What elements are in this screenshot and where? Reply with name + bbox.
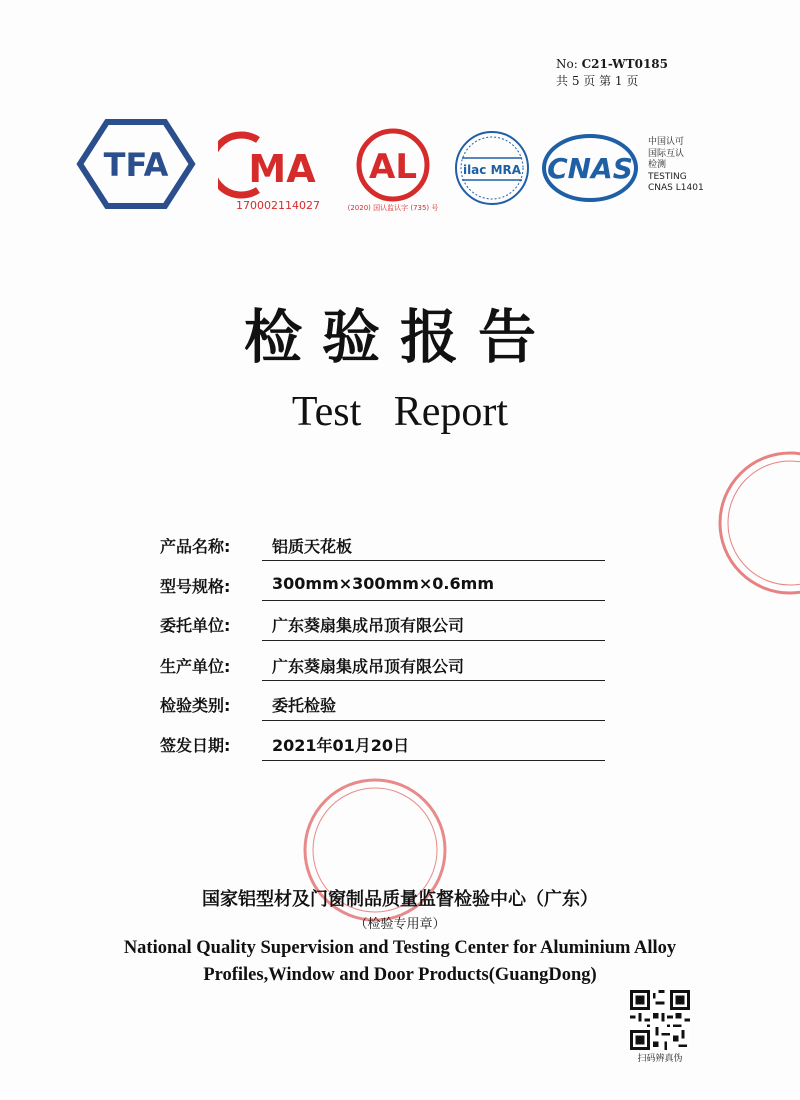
cal-logo	[346, 128, 440, 214]
field-underline	[262, 680, 605, 681]
field-underline	[262, 640, 605, 641]
cma-logo-text: MA	[248, 147, 316, 191]
stamp-note: （检验专用章）	[354, 917, 446, 932]
page-count: 共 5 页 第 1 页	[556, 74, 639, 88]
cnas-side-line: TESTING	[648, 171, 687, 182]
cnas-side-line: 中国认可	[648, 137, 685, 147]
report-number-label: No:	[556, 57, 578, 71]
field-underline	[262, 720, 605, 721]
field-value-manufacturer: 广东葵扇集成吊顶有限公司	[272, 657, 465, 676]
organization-name-english-line1: National Quality Supervision and Testing Center for Aluminium Alloy	[123, 938, 677, 958]
cal-logo-text: AL	[369, 147, 417, 187]
title-chinese: 检验报告	[243, 303, 556, 371]
cnas-side-line: 检测	[648, 160, 667, 170]
tfa-logo	[74, 118, 198, 210]
cma-number: 170002114027	[236, 199, 320, 212]
cma-logo	[218, 128, 338, 214]
field-label-issue-date: 签发日期:	[160, 736, 231, 755]
title-english: Test Report	[291, 389, 509, 435]
cnas-logo-text: CNAS	[547, 152, 633, 185]
field-label-test-type: 检验类别:	[160, 696, 231, 715]
field-value-product-name: 铝质天花板	[272, 537, 353, 556]
qr-caption: 扫码辨真伪	[637, 1054, 683, 1064]
field-underline	[262, 600, 605, 601]
cnas-side-text	[648, 137, 704, 195]
edge-seal-stamp	[708, 448, 800, 598]
field-value-issue-date: 2021年01月20日	[272, 736, 410, 755]
cnas-logo	[540, 132, 640, 204]
field-value-client: 广东葵扇集成吊顶有限公司	[272, 616, 465, 635]
tfa-logo-text: TFA	[103, 146, 169, 184]
field-label-manufacturer: 生产单位:	[160, 657, 231, 676]
field-label-model: 型号规格:	[160, 577, 231, 596]
verification-qr-code[interactable]	[630, 990, 690, 1050]
report-number-block	[556, 56, 668, 90]
field-underline	[262, 560, 605, 561]
cnas-side-line: CNAS L1401	[648, 183, 704, 193]
field-label-product-name: 产品名称:	[160, 537, 231, 556]
field-value-model: 300mm×300mm×0.6mm	[272, 574, 494, 593]
cal-caption: (2020) 国认监认字 (735) 号	[347, 204, 439, 212]
organization-name-english-line2: Profiles,Window and Door Products(GuangDong)	[203, 965, 597, 985]
ilac-mra-logo	[452, 128, 532, 208]
report-number-value: C21-WT0185	[581, 57, 668, 71]
field-underline	[262, 760, 605, 761]
field-value-test-type: 委托检验	[272, 696, 337, 715]
field-label-client: 委托单位:	[160, 616, 231, 635]
ilac-logo-text: ilac MRA	[462, 163, 522, 177]
cnas-side-line: 国际互认	[648, 148, 685, 159]
organization-name-chinese: 国家铝型材及门窗制品质量监督检验中心（广东）	[202, 889, 598, 910]
